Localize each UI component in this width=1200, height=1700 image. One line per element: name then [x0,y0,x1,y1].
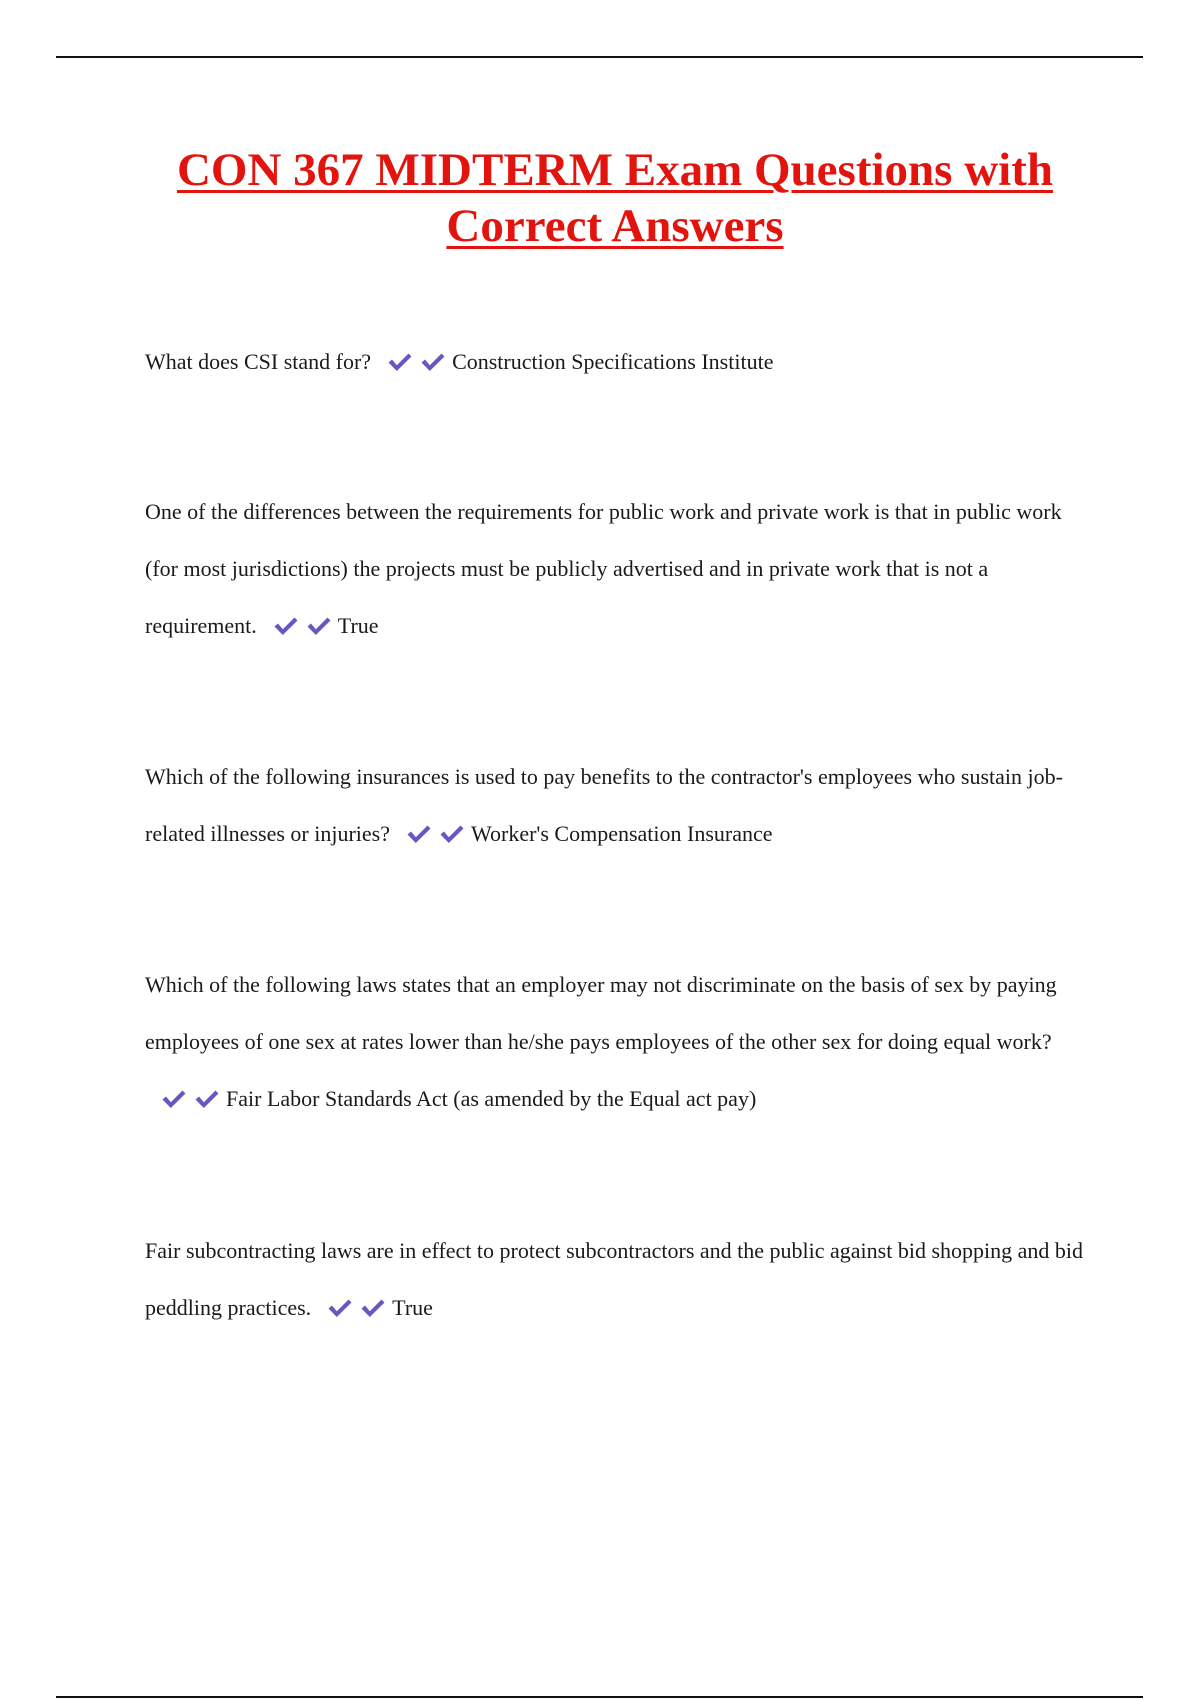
question-text: Which of the following laws states that an employer may not discriminate on the basis of sex by paying employees of one sex at rates lower than he/she pays employees of the other sex for doing equal work? [145,972,1057,1054]
checkmark-icon [306,615,332,637]
qa-item-5 [145,1222,1085,1340]
question-text: Which of the following insurances is used to pay benefits to the contractor's employees who sustain job-related illnesses or injuries? [145,764,1063,846]
answer-text: Construction Specifications Institute [452,349,774,374]
qa-item-3 [145,748,1085,866]
qa-item-2 [145,483,1085,658]
checkmark-icon [360,1297,386,1319]
answer-marks [273,601,336,658]
bottom-rule [56,1696,1143,1698]
checkmark-icon [273,615,299,637]
answer-text: True [392,1295,433,1320]
qa-item-4 [145,956,1085,1131]
checkmark-icon [327,1297,353,1319]
title-line-1: CON 367 MIDTERM Exam Questions with [176,144,1054,196]
answer-marks [161,1074,224,1131]
answer-text: Fair Labor Standards Act (as amended by the Equal act pay) [226,1086,757,1111]
qa-item-1 [145,333,1085,394]
page-title [120,142,1110,254]
top-rule [56,56,1143,58]
answer-marks [406,809,469,866]
checkmark-icon [406,823,432,845]
question-text: Fair subcontracting laws are in effect to protect subcontractors and the public against bid shopping and bid peddling practices. [145,1238,1084,1320]
answer-marks [327,1283,390,1340]
checkmark-icon [420,351,446,373]
answer-text: True [337,613,379,638]
checkmark-icon [161,1088,187,1110]
answer-text: Worker's Compensation Insurance [470,821,773,846]
checkmark-icon [194,1088,220,1110]
checkmark-icon [387,351,413,373]
checkmark-icon [439,823,465,845]
question-text: One of the differences between the requirements for public work and private work is that in public work (for most jurisdictions) the projects must be publicly advertised and in private work that is not a requirement. [145,499,1062,638]
answer-marks [387,337,450,394]
title-line-2: Correct Answers [446,200,784,252]
question-text: What does CSI stand for? [145,349,372,374]
